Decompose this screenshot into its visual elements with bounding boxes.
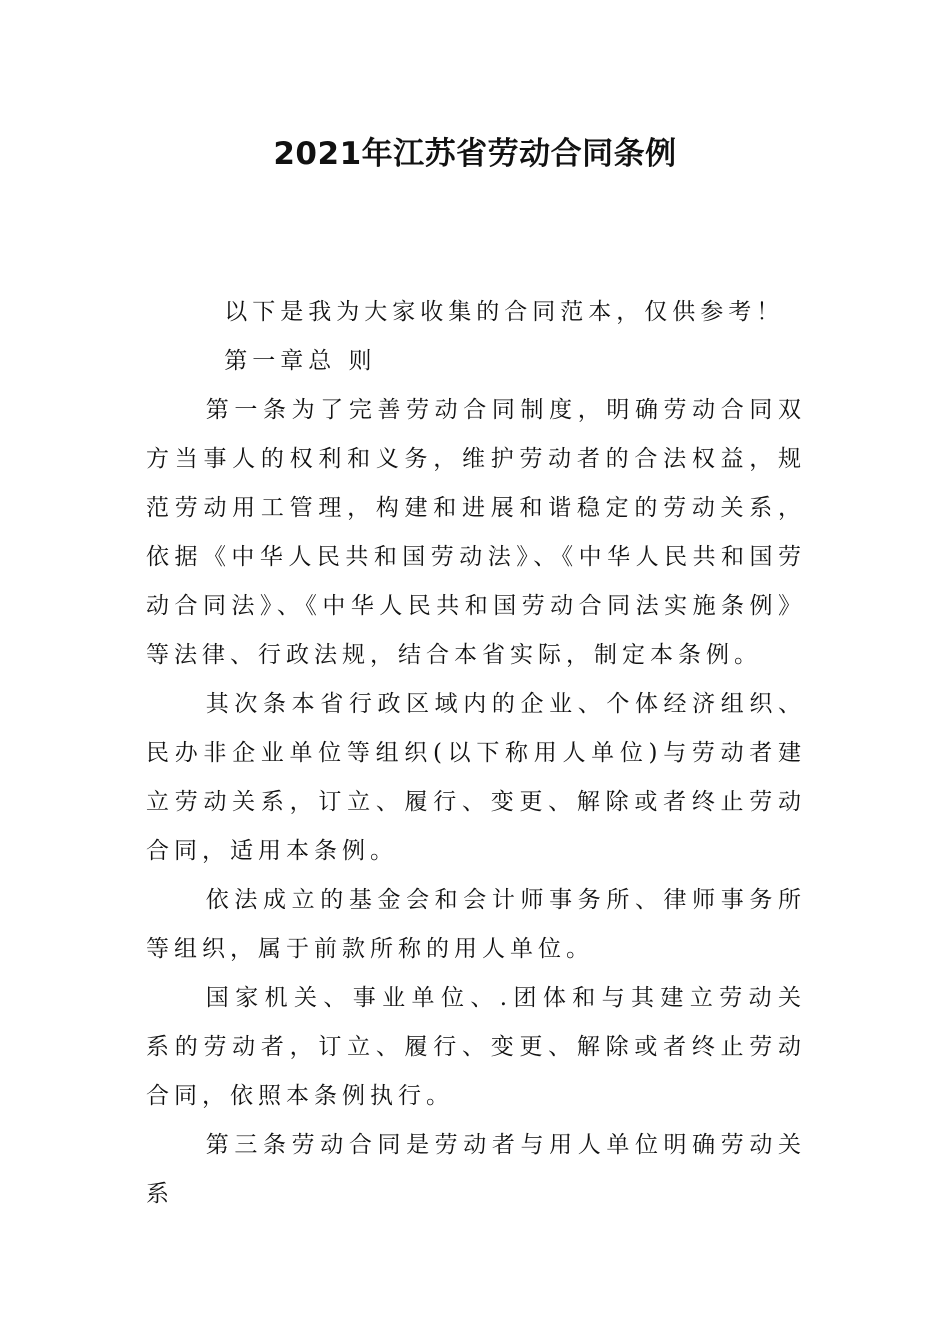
document-body bbox=[146, 288, 806, 1219]
chapter-heading: 第一章总 则 bbox=[224, 348, 377, 374]
intro-paragraph: 以下是我为大家收集的合同范本，仅供参考！ bbox=[224, 299, 785, 325]
article-1-paragraph: 第一条为了完善劳动合同制度，明确劳动合同双方当事人的权利和义务，维护劳动者的合法权益，规范劳动用工管理，构建和进展和谐稳定的劳动关系，依据《中华人民共和国劳动法》、《中华人民共和国劳动合同法》、《中华人民共和国劳动合同法实施条例》等法律、行政法规，结合本省实际，制定本条例。 bbox=[146, 397, 806, 668]
article-2-second-paragraph: 依法成立的基金会和会计师事务所、律师事务所等组织，属于前款所称的用人单位。 bbox=[146, 887, 806, 962]
document-title: 2021年江苏省劳动合同条例 bbox=[273, 136, 677, 172]
article-2-third-paragraph: 国家机关、事业单位、.团体和与其建立劳动关系的劳动者，订立、履行、变更、解除或者终止劳动合同，依照本条例执行。 bbox=[146, 985, 806, 1109]
article-3-paragraph: 第三条劳动合同是劳动者与用人单位明确劳动关系 bbox=[146, 1132, 806, 1207]
article-2-paragraph: 其次条本省行政区域内的企业、个体经济组织、民办非企业单位等组织(以下称用人单位)与劳动者建立劳动关系，订立、履行、变更、解除或者终止劳动合同，适用本条例。 bbox=[146, 691, 806, 864]
